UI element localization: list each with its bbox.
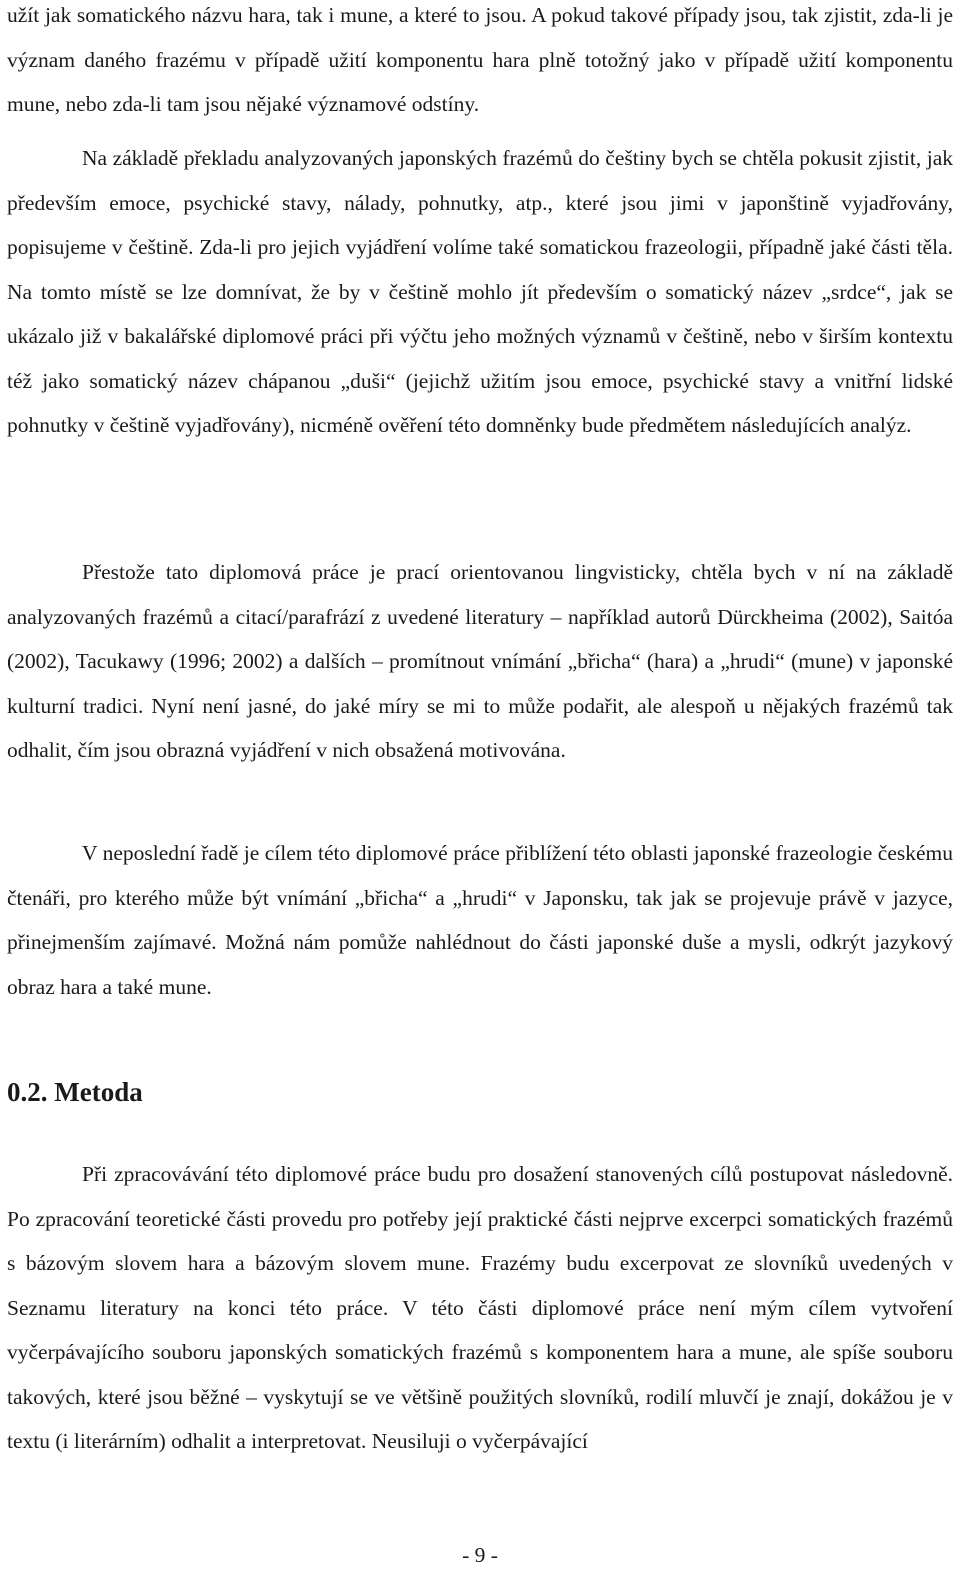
paragraph-translation: Na základě překladu analyzovaných japonských frazémů do češtiny bych se chtěla pokusit zjistit, jak především emoce, psychické stavy, nálady, pohnutky, atp., které jsou jimi v japonštině vyjadřovány, popisujeme v češtině. Zda-li pro jejich vyjádření volíme také somatickou frazeologii, případně jaké části těla. Na tomto místě se lze domnívat, že by v češtině mohlo jít především o somatický název „srdce“, jak se ukázalo již v bakalářské diplomové práci při výčtu jeho možných významů v češtině, nebo v širším kontextu též jako somatický název chápanou „duši“ (jejichž užitím jsou emoce, psychické stavy a vnitřní lidské pohnutky v češtině vyjadřovány), nicméně ověření této domněnky bude předmětem následujících analýz. <box>7 146 953 437</box>
paragraph-linguistic: Přestože tato diplomová práce je prací orientovanou lingvisticky, chtěla bych v ní na základě analyzovaných frazémů a citací/parafrází z uvedené literatury – například autorů Dürckheima (2002), Saitóa (2002), Tacukawy (1996; 2002) a dalších – promítnout vnímání „břicha“ (hara) a „hrudi“ (mune) v japonské kulturní tradici. Nyní není jasné, do jaké míry se mi to může podařit, ale alespoň u nějakých frazémů tak odhalit, čím jsou obrazná vyjádření v nich obsažená motivována. <box>7 560 953 762</box>
paragraph-czech-reader: V neposlední řadě je cílem této diplomové práce přiblížení této oblasti japonské frazeologie českému čtenáři, pro kterého může být vnímání „břicha“ a „hrudi“ v Japonsku, tak jak se projevuje právě v jazyce, přinejmenším zajímavé. Možná nám pomůže nahlédnout do části japonské duše a mysli, odkrýt jazykový obraz hara a také mune. <box>7 841 953 999</box>
paragraph-method: Při zpracovávání této diplomové práce budu pro dosažení stanovených cílů postupovat následovně. Po zpracování teoretické části provedu pro potřeby její praktické části nejprve excerpci somatických frazémů s bázovým slovem hara a bázovým slovem mune. Frazémy budu excerpovat ze slovníků uvedených v Seznamu literatury na konci této práce. V této části diplomové práce není mým cílem vytvoření vyčerpávajícího souboru japonských somatických frazémů s komponentem hara a mune, ale spíše souboru takových, které jsou běžné – vyskytují se ve většině použitých slovníků, rodilí mluvčí je znají, dokážou je v textu (i literárním) odhalit a interpretovat. Neusiluji o vyčerpávající <box>7 1162 953 1453</box>
section-heading: 0.2. Metoda <box>7 1077 143 1107</box>
paragraph-goals-end: užít jak somatického názvu hara, tak i mune, a které to jsou. A pokud takové případy jsou, tak zjistit, zda-li je význam daného frazému v případě užití komponentu hara plně totožný jako v případě užití komponentu mune, nebo zda-li tam jsou nějaké významové odstíny. <box>7 3 953 116</box>
page-number: - 9 - <box>462 1543 498 1567</box>
